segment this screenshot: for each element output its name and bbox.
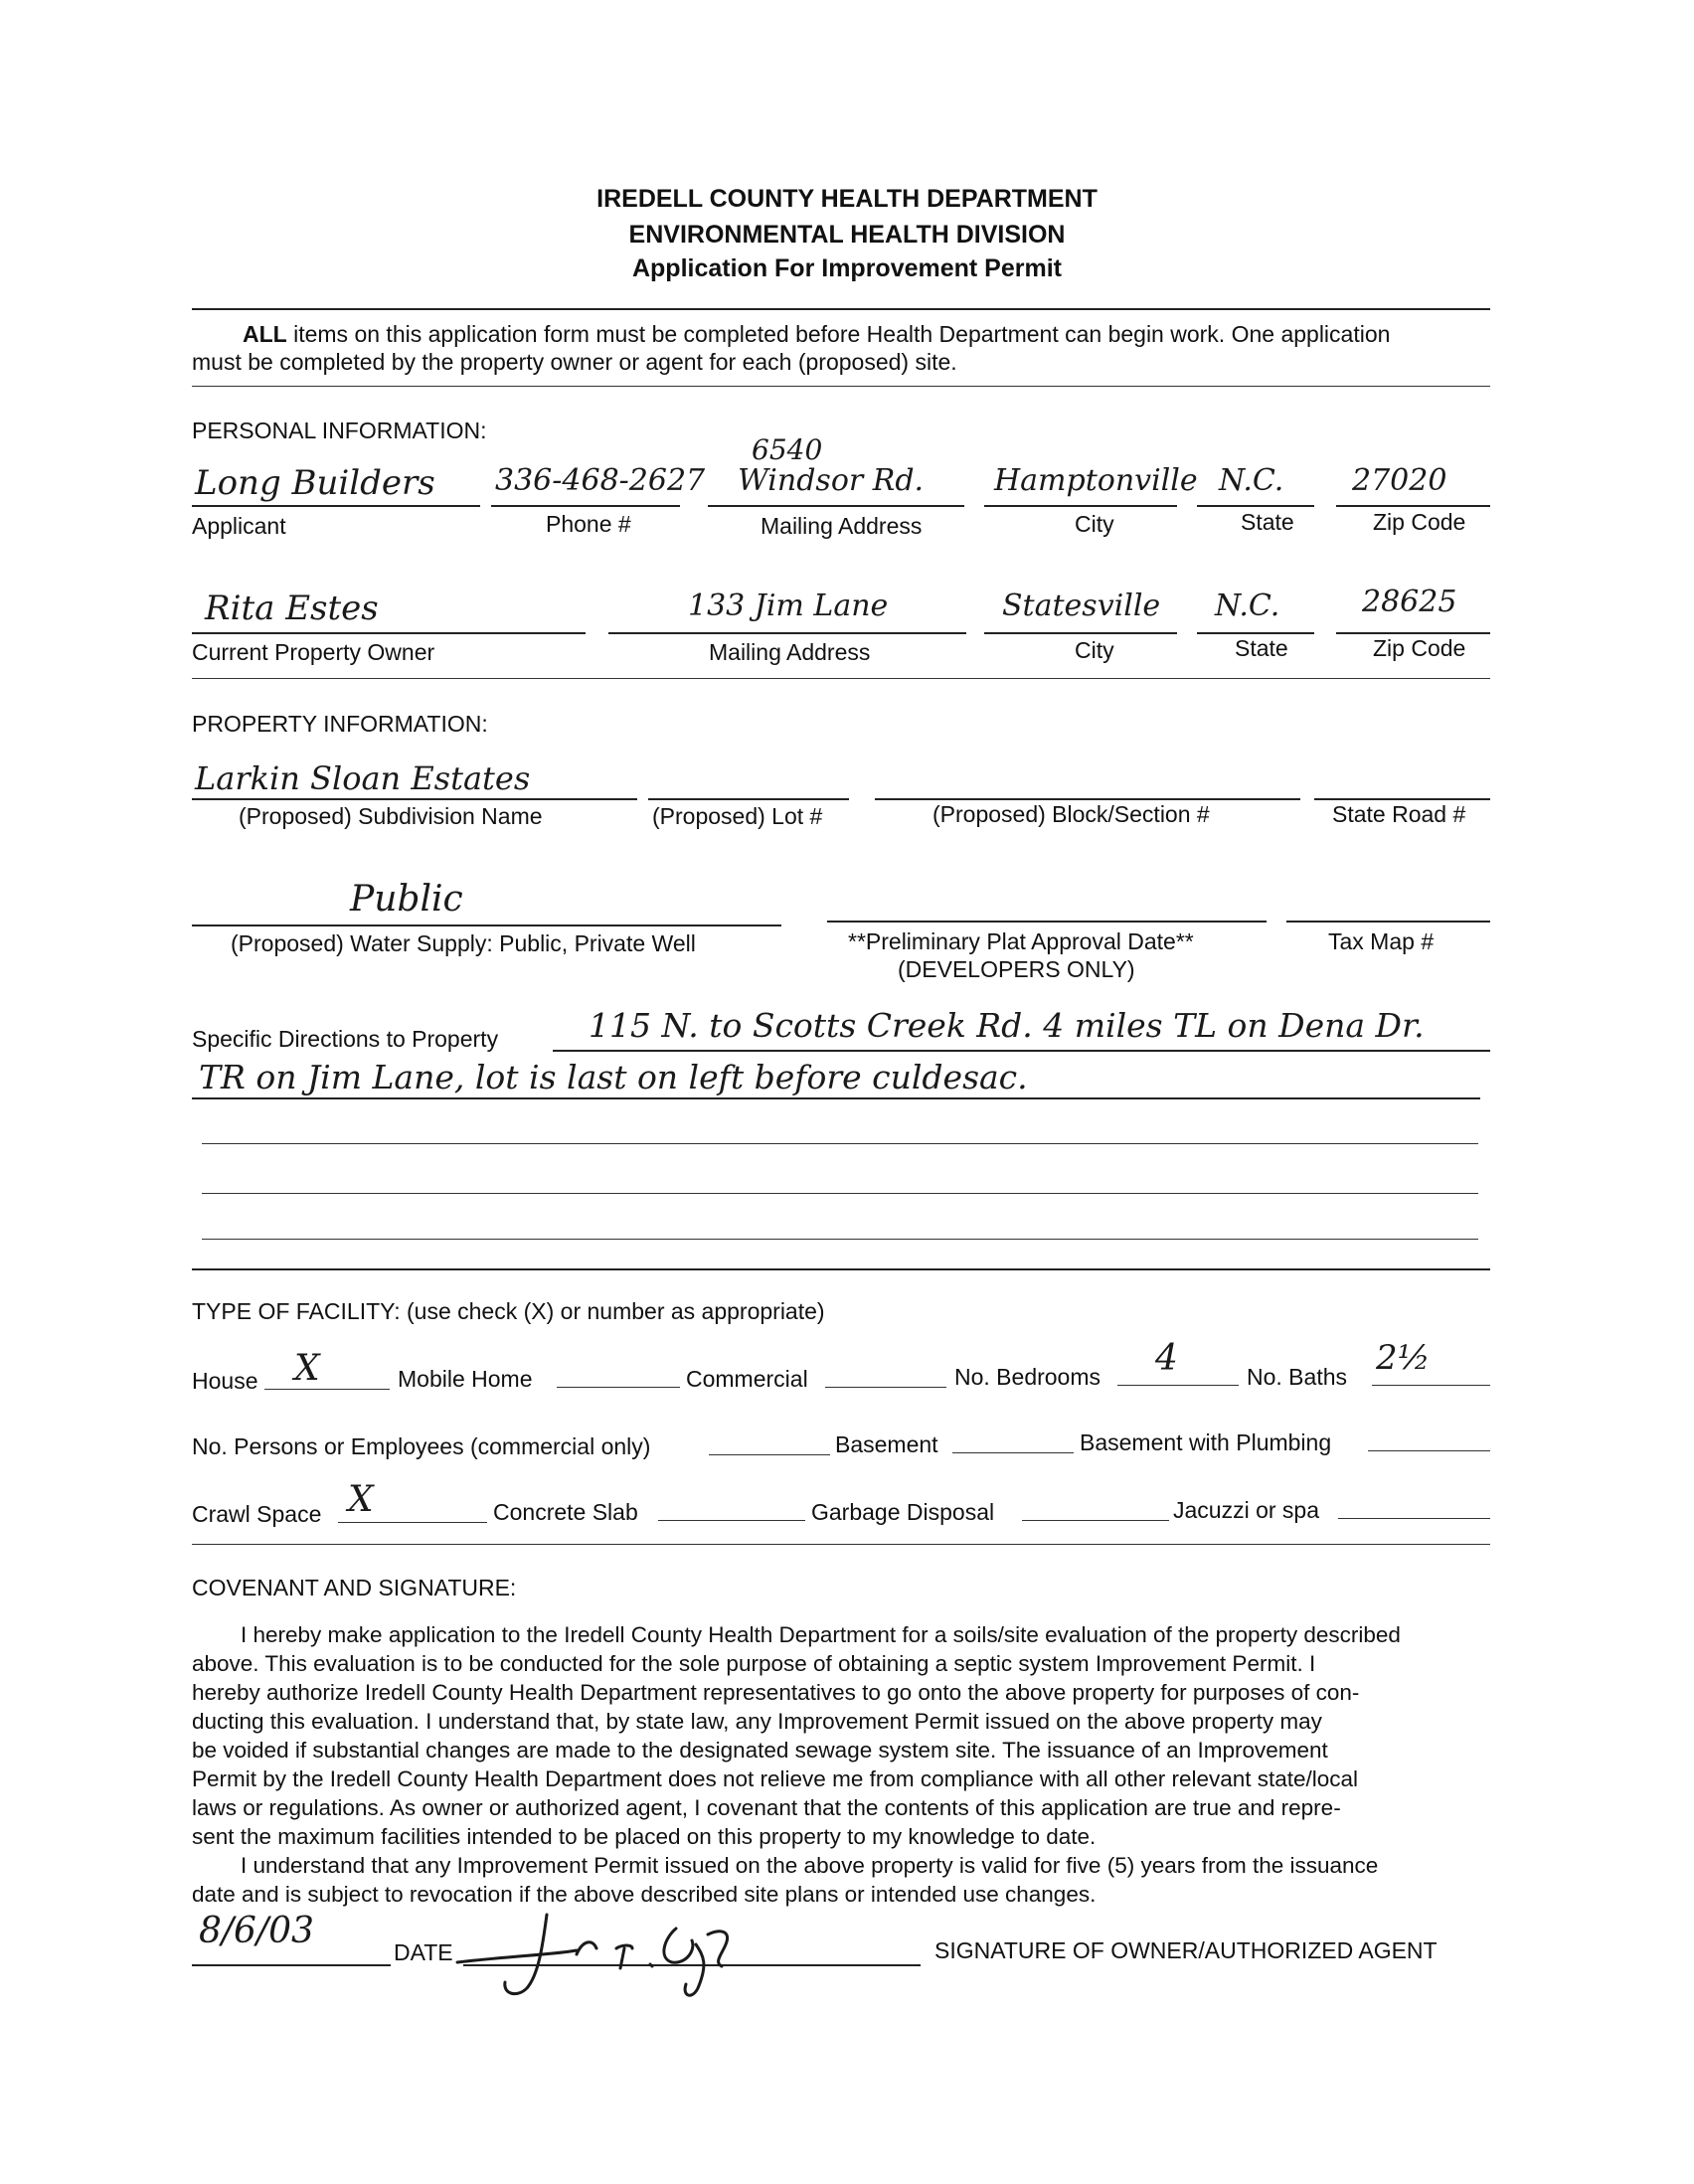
developers-only-label: (DEVELOPERS ONLY) <box>898 956 1135 982</box>
covenant-line-5: be voided if substantial changes are made to the designated sewage system site. The issuance of an Improvement <box>192 1738 1328 1763</box>
date-label: DATE <box>394 1939 453 1965</box>
directions-line-2 <box>192 1097 1480 1099</box>
concrete-slab-label: Concrete Slab <box>493 1499 638 1525</box>
header-divider <box>192 308 1490 310</box>
bedrooms-label: No. Bedrooms <box>954 1364 1101 1390</box>
directions-line-2-value: TR on Jim Lane, lot is last on left before culdesac. <box>199 1058 1028 1096</box>
subdivision-label: (Proposed) Subdivision Name <box>239 803 543 829</box>
directions-line-4 <box>202 1193 1478 1194</box>
basement-label: Basement <box>835 1431 938 1457</box>
intro-line-2: must be completed by the property owner or agent for each (proposed) site. <box>192 349 957 375</box>
applicant-name-value: Long Builders <box>195 463 435 503</box>
plat-approval-label: **Preliminary Plat Approval Date** <box>848 928 1194 954</box>
date-value: 8/6/03 <box>199 1911 314 1951</box>
applicant-zip-line <box>1336 505 1490 507</box>
applicant-name-line <box>192 505 480 507</box>
basement-line <box>952 1452 1074 1453</box>
house-line <box>264 1389 390 1390</box>
covenant-heading: COVENANT AND SIGNATURE: <box>192 1575 517 1600</box>
mobile-home-line <box>557 1387 680 1388</box>
mailing-address-label: Mailing Address <box>761 513 923 539</box>
applicant-city-value: Hamptonville <box>994 463 1198 498</box>
bedrooms-value: 4 <box>1155 1338 1178 1379</box>
applicant-state-line <box>1197 505 1314 507</box>
commercial-line <box>825 1387 946 1388</box>
state-road-label: State Road # <box>1332 801 1466 827</box>
crawl-space-line <box>338 1522 487 1523</box>
crawl-space-value: X <box>348 1479 374 1520</box>
facility-divider <box>192 1544 1490 1545</box>
directions-line-1 <box>553 1050 1490 1052</box>
owner-zip-label: Zip Code <box>1373 635 1466 661</box>
owner-name-line <box>192 632 586 634</box>
current-owner-label: Current Property Owner <box>192 639 435 665</box>
covenant-line-8: sent the maximum facilities intended to be placed on this property to my knowledge to date. <box>192 1824 1097 1849</box>
state-road-line <box>1314 798 1490 800</box>
form-title: Application For Improvement Permit <box>631 254 1062 282</box>
bedrooms-line <box>1117 1385 1239 1386</box>
water-supply-label: (Proposed) Water Supply: Public, Private Well <box>231 930 696 956</box>
applicant-zip-value: 27020 <box>1352 463 1447 498</box>
owner-city-label: City <box>1075 637 1114 663</box>
baths-label: No. Baths <box>1247 1364 1347 1390</box>
intro-divider <box>192 386 1490 387</box>
owner-address-line <box>608 632 966 634</box>
tax-map-label: Tax Map # <box>1328 928 1435 954</box>
directions-line-1-value: 115 N. to Scotts Creek Rd. 4 miles TL on Dena Dr. <box>589 1006 1425 1045</box>
tax-map-line <box>1286 921 1490 923</box>
owner-city-value: Statesville <box>1002 588 1161 623</box>
zip-code-label: Zip Code <box>1373 509 1466 535</box>
department-title: IREDELL COUNTY HEALTH DEPARTMENT <box>596 185 1098 213</box>
covenant-line-3: hereby authorize Iredell County Health Department representatives to go onto the above property for purposes of con- <box>192 1680 1360 1705</box>
mobile-home-label: Mobile Home <box>398 1366 533 1392</box>
lot-label: (Proposed) Lot # <box>652 803 823 829</box>
covenant-line-7: laws or regulations. As owner or authorized agent, I covenant that the contents of this application are true and repre- <box>192 1795 1341 1820</box>
water-supply-value: Public <box>350 879 463 920</box>
phone-label: Phone # <box>546 511 631 537</box>
covenant-line-4: ducting this evaluation. I understand that, by state law, any Improvement Permit issued on the above property may <box>192 1709 1322 1734</box>
division-title: ENVIRONMENTAL HEALTH DIVISION <box>628 221 1066 249</box>
owner-state-value: N.C. <box>1215 588 1280 623</box>
applicant-address-line <box>708 505 964 507</box>
subdivision-line <box>192 798 637 800</box>
owner-name-value: Rita Estes <box>205 588 379 628</box>
signature-scribble <box>447 1905 785 2004</box>
validity-line-1: I understand that any Improvement Permit issued on the above property is valid for five (5) years from the issuance <box>241 1853 1379 1878</box>
owner-mailing-address-label: Mailing Address <box>709 639 871 665</box>
date-line <box>192 1964 391 1966</box>
applicant-address-value: Windsor Rd. <box>738 463 925 498</box>
house-label: House <box>192 1368 258 1394</box>
state-label: State <box>1241 509 1294 535</box>
jacuzzi-label: Jacuzzi or spa <box>1173 1497 1320 1523</box>
facility-heading: TYPE OF FACILITY: (use check (X) or number as appropriate) <box>192 1298 825 1324</box>
commercial-label: Commercial <box>686 1366 808 1392</box>
applicant-city-line <box>984 505 1177 507</box>
applicant-label: Applicant <box>192 513 286 539</box>
intro-line-1: ALL items on this application form must be completed before Health Department can begin work. One application <box>243 321 1391 347</box>
owner-state-label: State <box>1235 635 1288 661</box>
city-label: City <box>1075 511 1114 537</box>
covenant-line-6: Permit by the Iredell County Health Department does not relieve me from compliance with all other relevant state/local <box>192 1766 1359 1791</box>
lot-line <box>648 798 849 800</box>
persons-employees-label: No. Persons or Employees (commercial only) <box>192 1433 651 1459</box>
persons-employees-line <box>709 1454 830 1455</box>
house-value: X <box>294 1348 320 1389</box>
owner-zip-line <box>1336 632 1490 634</box>
applicant-state-value: N.C. <box>1219 463 1284 498</box>
basement-plumbing-line <box>1368 1450 1490 1451</box>
basement-plumbing-label: Basement with Plumbing <box>1080 1429 1332 1455</box>
concrete-slab-line <box>658 1520 805 1521</box>
applicant-phone-line <box>491 505 680 507</box>
covenant-line-2: above. This evaluation is to be conducted for the sole purpose of obtaining a septic system Improvement Permit. I <box>192 1651 1316 1676</box>
block-section-label: (Proposed) Block/Section # <box>932 801 1210 827</box>
directions-line-5 <box>202 1239 1478 1240</box>
crawl-space-label: Crawl Space <box>192 1501 322 1527</box>
garbage-disposal-label: Garbage Disposal <box>811 1499 995 1525</box>
jacuzzi-line <box>1338 1518 1490 1519</box>
covenant-line-1: I hereby make application to the Iredell County Health Department for a soils/site evaluation of the property described <box>241 1622 1401 1647</box>
owner-state-line <box>1197 632 1314 634</box>
validity-line-2: date and is subject to revocation if the above described site plans or intended use changes. <box>192 1882 1097 1907</box>
block-section-line <box>875 798 1300 800</box>
personal-divider <box>192 678 1490 679</box>
property-divider <box>192 1268 1490 1270</box>
signature-label: SIGNATURE OF OWNER/AUTHORIZED AGENT <box>934 1937 1438 1963</box>
owner-address-value: 133 Jim Lane <box>688 588 889 623</box>
property-info-heading: PROPERTY INFORMATION: <box>192 711 488 737</box>
directions-label: Specific Directions to Property <box>192 1026 499 1052</box>
directions-line-3 <box>202 1143 1478 1144</box>
applicant-address-number-value: 6540 <box>752 433 823 466</box>
owner-zip-value: 28625 <box>1362 585 1457 619</box>
applicant-phone-value: 336-468-2627 <box>495 463 706 498</box>
baths-line <box>1372 1385 1490 1386</box>
baths-value: 2½ <box>1376 1338 1431 1378</box>
personal-info-heading: PERSONAL INFORMATION: <box>192 418 487 443</box>
owner-city-line <box>984 632 1177 634</box>
subdivision-name-value: Larkin Sloan Estates <box>195 759 531 797</box>
plat-approval-line <box>827 921 1267 923</box>
garbage-disposal-line <box>1022 1520 1169 1521</box>
water-supply-line <box>192 924 781 926</box>
covenant-paragraph <box>192 1620 1490 1909</box>
